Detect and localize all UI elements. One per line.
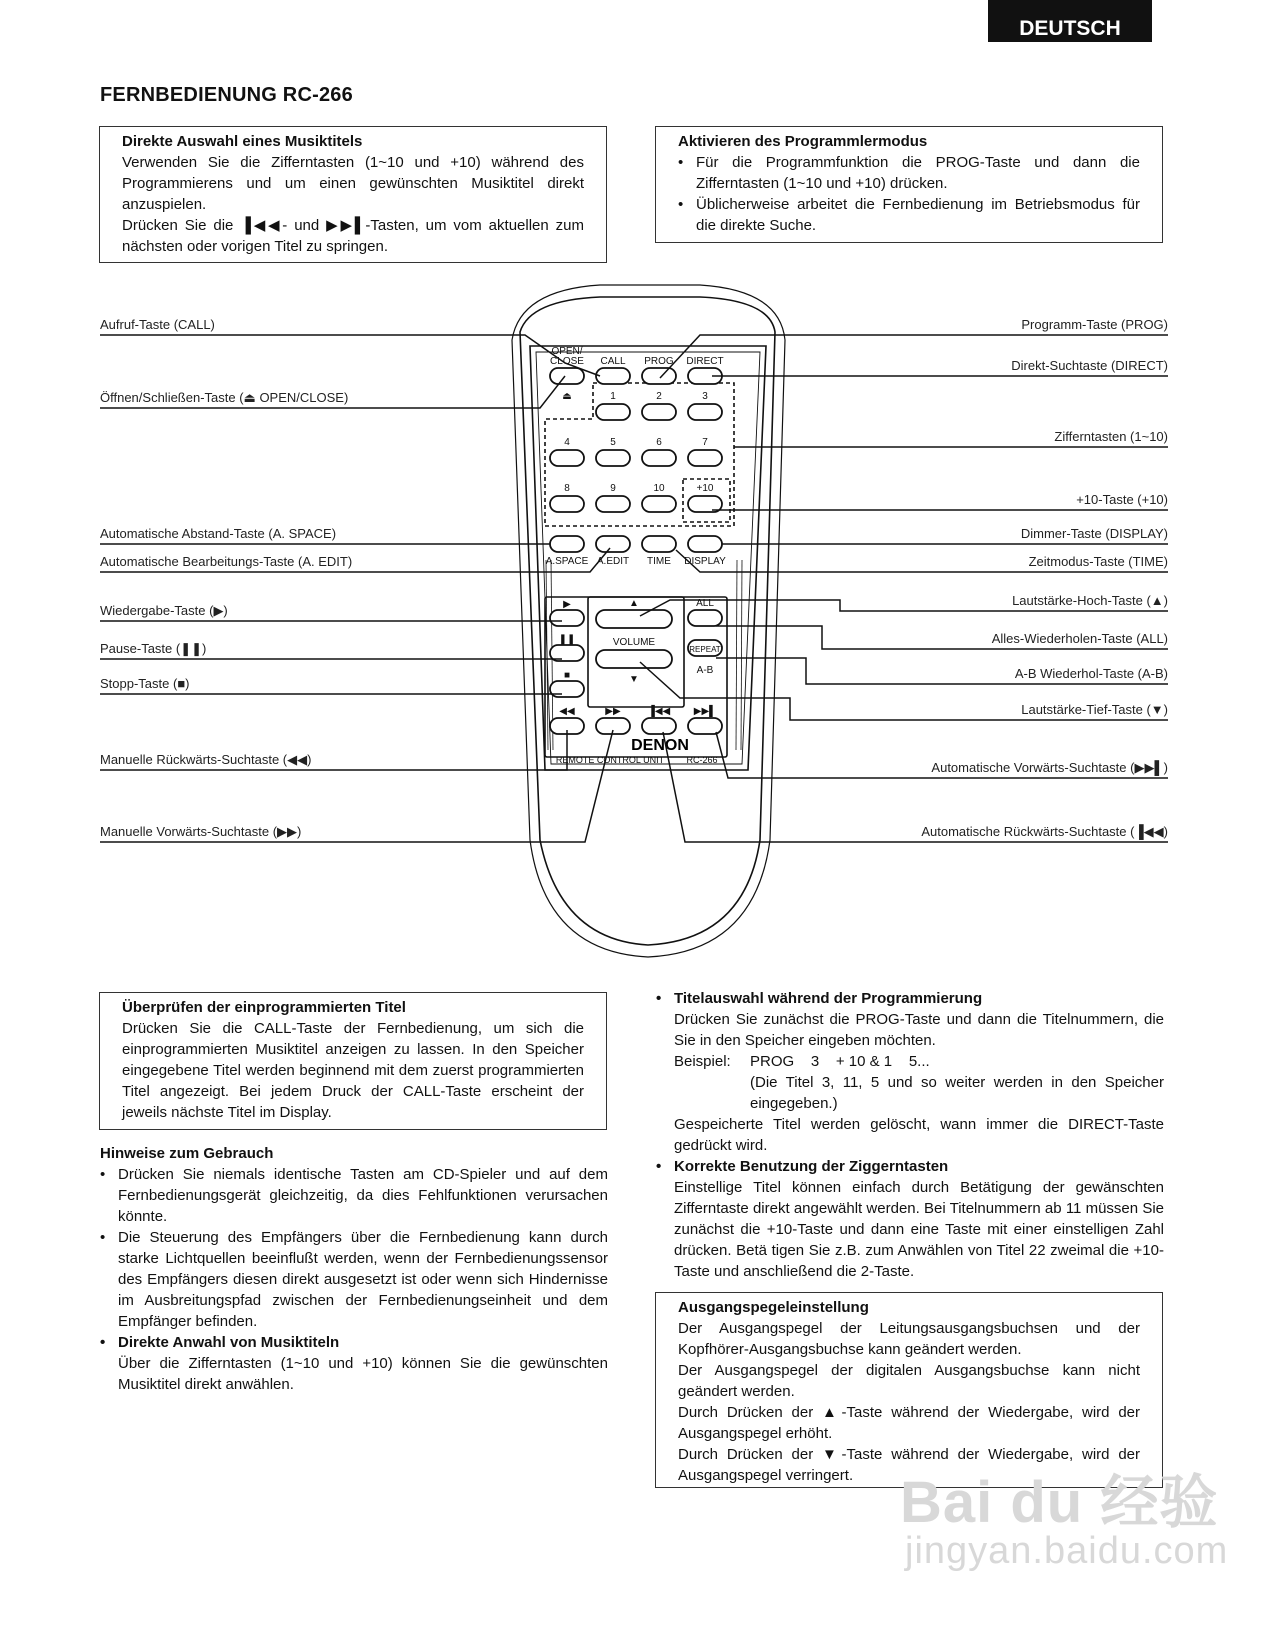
check-titles-text: Drücken Sie die CALL-Taste der Fernbedienung, um sich die einprogrammierten Musiktitel anzeigen zu lassen. In den Speicher eingegebene Titel werden beginnend mit dem zuerst programmierten Titel angezeigt. Bei jedem Druck der CALL-Taste erscheint der jeweils nächste Titel im Display. [122,1020,584,1121]
label-pause: Pause-Taste (❚❚) [100,641,207,656]
label-plus10: +10-Taste (+10) [1076,492,1168,507]
eject-icon: ⏏ [562,391,572,402]
key-label-call: CALL [600,356,626,367]
key-label-3: 3 [702,391,708,402]
language-tab: DEUTSCH [988,0,1152,42]
play-button[interactable] [550,610,584,626]
label-repeat-all: Alles-Wiederholen-Taste (ALL) [991,631,1168,646]
label-prog: Programm-Taste (PROG) [1021,317,1168,332]
direct-select-box [99,126,607,263]
deleted-text: Gespeicherte Titel werden gelöscht, wann immer die DIRECT-Taste gedrückt wird. [674,1116,1164,1154]
page-title: FERNBEDIENUNG RC-266 [100,84,353,106]
repeat-all-button[interactable] [688,610,722,626]
label-call: Aufruf-Taste (CALL) [100,317,215,332]
label-volume-up: Lautstärke-Hoch-Taste (▲) [1012,593,1168,608]
usage-item: • Drücken Sie niemals identische Tasten am CD-Spieler und auf dem Fernbedienungsgerät gleichzeitig, da dies Fehlfunktionen verursachen könnte. [100,1166,608,1225]
output-level-line: Der Ausgangspegel der digitalen Ausgangsbuchse kann nicht geändert werden. [678,1362,1140,1400]
key-label-repeat: REPEAT [689,645,721,654]
direct-select-subtitle: Direkte Anwahl von Musiktiteln [118,1334,340,1351]
a-edit-button[interactable] [596,536,630,552]
open-close-button[interactable] [550,368,584,384]
key-label-1: 1 [610,391,616,402]
key-label-volume: VOLUME [612,637,656,648]
prog-button[interactable] [642,368,676,384]
previous-track-icon: ▐◀◀ [647,706,671,717]
label-direct: Direkt-Suchtaste (DIRECT) [1011,358,1168,373]
key-label-open: OPEN/ [551,346,583,357]
time-button[interactable] [642,536,676,552]
next-track-button[interactable] [688,718,722,734]
previous-track-button[interactable] [642,718,676,734]
number-key[interactable] [550,450,584,466]
program-mode-box [655,126,1163,243]
label-next-track: Automatische Vorwärts-Suchtaste (▶▶▌) [931,760,1168,775]
label-repeat-ab: A-B Wiederhol-Taste (A-B) [1014,666,1168,681]
key-label-9: 9 [610,483,616,494]
volume-down-button[interactable] [596,650,672,668]
brand-logo: DENON [631,737,689,754]
stop-icon: ■ [563,670,571,681]
programming-section: • Titelauswahl während der Programmierung Drücken Sie zunächst die PROG-Taste und dann die Titelnummern, die Sie in den Speicher eingeben möchten. Beispiel: PROG 3 + 10 & 1 5... (Die Titel 3, 11, 5 und so weiter werden in den Speicher eingegeben.) Gespeicherte Titel werden gelöscht, wann immer die DIRECT-Taste gedrückt wird. • Korrekte Benutzung der Ziggerntasten Einstellige Titel können einfach durch Betätigung der gewänschten Zifferntaste direkt angewählt werden. Bei Titelnummern ab 11 müssen Sie zunächst die +10-Taste und dann eine Taste mit einer einstelligen Zahl drücken. Betä tigen Sie z.B. zum Anwählen von Titel 22 zweimal die +10-Taste und anschließend die 2-Taste. [656,990,1164,1280]
key-label-close: CLOSE [550,356,584,367]
usage-title: Hinweise zum Gebrauch [100,1145,274,1162]
number-key[interactable] [550,496,584,512]
key-label-plus10: +10 [696,483,714,494]
number-key[interactable] [688,404,722,420]
a-space-button[interactable] [550,536,584,552]
label-display: Dimmer-Taste (DISPLAY) [1020,526,1168,541]
volume-down-icon: ▼ [629,674,639,685]
label-volume-down: Lautstärke-Tief-Taste (▼) [1021,702,1168,717]
label-stop: Stopp-Taste (■) [100,676,190,691]
keys-text: Einstellige Titel können einfach durch Betätigung der gewänschten Zifferntaste direkt angewählt werden. Bei Titelnummern ab 11 müssen Sie zunächst die +10-Taste und dann eine Taste mit einer einstelligen Zahl drücken. Betä tigen Sie z.B. zum Anwählen von Titel 22 zweimal die +10-Taste und anschließend die 2-Taste. [674,1179,1164,1280]
remote-model-label: RC-266 [686,755,718,765]
keys-heading: Korrekte Benutzung der Ziggerntasten [674,1158,949,1175]
title-select-heading: Titelauswahl während der Programmierung [674,990,983,1007]
output-level-title: Ausgangspegeleinstellung [678,1299,869,1316]
watermark-url: jingyan.baidu.com [905,1530,1229,1572]
pause-icon: ❚❚ [558,634,576,645]
usage-item: • Die Steuerung des Empfängers über die Fernbedienung kann durch starke Lichtquellen beeinflußt werden, wenn der Fernbedienungssensor des Empfängers diesen direkt ausgesetzt ist oder wenn sich Hindernisse im Ausbreitungspfad zwischen der Fernbedienungseinheit und dem Empfänger befinden. [100,1229,608,1330]
direct-select-skip-text: Drücken Sie die ▐◀◀- und ▶▶▌-Tasten, um vom aktuellen zum nächsten oder vorigen Titel zu springen. [122,217,584,255]
label-rewind: Manuelle Rückwärts-Suchtaste (◀◀) [100,752,312,767]
volume-up-icon: ▲ [629,598,639,609]
output-level-line: Durch Drücken der ▼-Taste während der Wiedergabe, wird der Ausgangspegel verringert. [678,1446,1140,1484]
key-label-time: TIME [647,556,671,567]
watermark-logo: Bai du 经验 [900,1470,1219,1535]
usage-section [100,1143,608,1395]
label-a-space: Automatische Abstand-Taste (A. SPACE) [100,526,337,541]
key-label-2: 2 [656,391,662,402]
label-a-edit: Automatische Bearbeitungs-Taste (A. EDIT) [100,554,353,569]
number-key[interactable] [688,450,722,466]
example-value: PROG 3 + 10 & 1 5... [750,1053,930,1070]
usage-item: • Direkte Anwahl von Musiktiteln Über die Zifferntasten (1~10 und +10) können Sie die gewünschten Musiktitel direkt anwählen. [100,1334,608,1393]
key-label-6: 6 [656,437,662,448]
key-label-8: 8 [564,483,570,494]
number-key[interactable] [642,496,676,512]
call-button[interactable] [596,368,630,384]
check-titles-title: Überprüfen der einprogrammierten Titel [122,999,406,1016]
label-number-keys: Zifferntasten (1~10) [1054,429,1168,444]
example-note: (Die Titel 3, 11, 5 und so weiter werden in den Speicher eingegeben.) [750,1074,1164,1112]
number-key[interactable] [642,404,676,420]
volume-up-button[interactable] [596,610,672,628]
number-key[interactable] [596,404,630,420]
program-mode-item: • Üblicherweise arbeitet die Fernbedienung im Betriebsmodus für die direkte Suche. [678,196,1140,234]
number-key[interactable] [596,496,630,512]
key-label-direct: DIRECT [686,356,724,367]
fast-forward-icon: ▶▶ [605,706,621,717]
key-label-a-edit: A.EDIT [596,556,630,567]
output-level-line: Der Ausgangspegel der Leitungsausgangsbuchsen und der Kopfhörer-Ausgangsbuchse kann geändert werden. [678,1320,1140,1358]
key-label-4: 4 [564,437,570,448]
remote-diagram [0,280,1275,980]
label-previous-track: Automatische Rückwärts-Suchtaste (▐◀◀) [921,824,1168,839]
rewind-icon: ◀◀ [559,706,575,717]
key-label-all: ALL [696,598,714,609]
output-level-line: Durch Drücken der ▲-Taste während der Wiedergabe, wird der Ausgangspegel erhöht. [678,1404,1140,1442]
number-key[interactable] [642,450,676,466]
label-time: Zeitmodus-Taste (TIME) [1028,554,1168,569]
play-icon: ▶ [563,599,571,610]
check-titles-box [99,992,607,1130]
program-mode-item: • Für die Programmfunktion die PROG-Taste und dann die Zifferntasten (1~10 und +10) drücken. [678,154,1140,192]
title-select-text: Drücken Sie zunächst die PROG-Taste und dann die Titelnummern, die Sie in den Speicher eingeben möchten. [674,1011,1164,1049]
direct-select-subtext: Über die Zifferntasten (1~10 und +10) können Sie die gewünschten Musiktitel direkt anwählen. [118,1355,608,1393]
example-label: Beispiel: [674,1053,731,1070]
key-label-a-space: A.SPACE [545,556,589,567]
program-mode-title: Aktivieren des Programmlermodus [678,133,928,150]
display-button[interactable] [688,536,722,552]
number-key[interactable] [596,450,630,466]
key-label-7: 7 [702,437,708,448]
label-open-close: Öffnen/Schließen-Taste (⏏ OPEN/CLOSE) [100,390,349,405]
next-track-icon: ▶▶▌ [693,706,717,717]
remote-unit-label: REMOTE CONTROL UNIT [555,755,665,765]
direct-select-text: Verwenden Sie die Zifferntasten (1~10 und +10) während des Programmierens und um einen gewünschten Musiktitel direkt anzuspielen. [122,154,584,213]
direct-select-title: Direkte Auswahl eines Musiktitels [122,133,363,150]
label-play: Wiedergabe-Taste (▶) [100,603,228,618]
label-fast-forward: Manuelle Vorwärts-Suchtaste (▶▶) [100,824,302,839]
key-label-5: 5 [610,437,616,448]
key-label-10: 10 [653,483,665,494]
key-label-display: DISPLAY [684,556,726,567]
key-label-prog: PROG [644,356,674,367]
key-label-ab: A-B [696,665,714,676]
